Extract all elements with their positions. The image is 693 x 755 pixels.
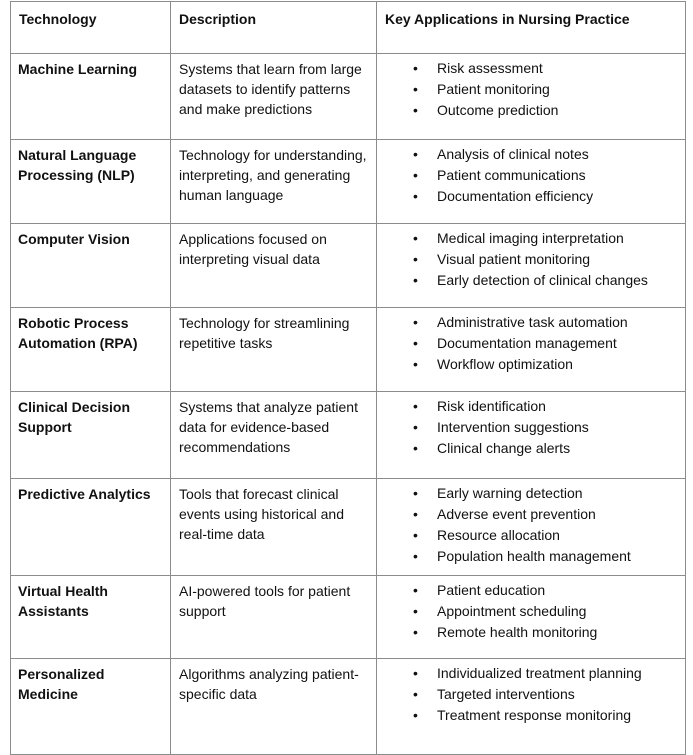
list-item: • Resource allocation: [437, 525, 679, 546]
bullet-icon: •: [413, 707, 418, 723]
list-item: • Medical imaging interpretation: [437, 228, 679, 249]
applications-list: [377, 663, 679, 726]
bullet-icon: •: [413, 335, 418, 351]
header-row: [11, 2, 686, 54]
list-item: • Risk identification: [437, 396, 679, 417]
list-item: • Patient communications: [437, 165, 679, 186]
list-item: • Clinical change alerts: [437, 438, 679, 459]
list-item: • Intervention suggestions: [437, 417, 679, 438]
technology-cell: Natural Language Processing (NLP): [11, 140, 171, 224]
bullet-icon: •: [413, 419, 418, 435]
list-item: • Targeted interventions: [437, 684, 679, 705]
description-cell: Technology for understanding, interpreting, and generating human language: [171, 140, 377, 224]
bullet-icon: •: [413, 485, 418, 501]
list-item: • Appointment scheduling: [437, 601, 679, 622]
bullet-icon: •: [413, 272, 418, 288]
description-cell: AI-powered tools for patient support: [171, 576, 377, 659]
bullet-icon: •: [413, 251, 418, 267]
list-item: • Patient education: [437, 580, 679, 601]
table-row: [11, 479, 686, 576]
technology-cell: Robotic Process Automation (RPA): [11, 308, 171, 392]
list-item: • Adverse event prevention: [437, 504, 679, 525]
table-row: [11, 659, 686, 755]
applications-cell: [377, 576, 686, 659]
list-item: • Individualized treatment planning: [437, 663, 679, 684]
list-item: • Patient monitoring: [437, 79, 679, 100]
description-cell: Tools that forecast clinical events using historical and real-time data: [171, 479, 377, 576]
applications-list: [377, 144, 679, 207]
table-row: [11, 54, 686, 140]
applications-list: [377, 580, 679, 643]
bullet-icon: •: [413, 582, 418, 598]
table-row: [11, 224, 686, 308]
description-cell: Applications focused on interpreting visual data: [171, 224, 377, 308]
bullet-icon: •: [413, 665, 418, 681]
list-item: • Early warning detection: [437, 483, 679, 504]
technology-cell: Clinical Decision Support: [11, 392, 171, 479]
bullet-icon: •: [413, 398, 418, 414]
description-cell: Technology for streamlining repetitive tasks: [171, 308, 377, 392]
list-item: • Outcome prediction: [437, 100, 679, 121]
technology-table: [10, 1, 686, 755]
bullet-icon: •: [413, 314, 418, 330]
applications-list: [377, 483, 679, 567]
list-item: • Early detection of clinical changes: [437, 270, 679, 291]
applications-cell: [377, 479, 686, 576]
description-cell: Systems that learn from large datasets to identify patterns and make predictions: [171, 54, 377, 140]
list-item: • Documentation efficiency: [437, 186, 679, 207]
applications-cell: [377, 659, 686, 755]
technology-cell: Virtual Health Assistants: [11, 576, 171, 659]
table-row: [11, 140, 686, 224]
bullet-icon: •: [413, 506, 418, 522]
applications-list: [377, 396, 679, 459]
bullet-icon: •: [413, 167, 418, 183]
technology-table-container: [10, 1, 685, 755]
bullet-icon: •: [413, 146, 418, 162]
bullet-icon: •: [413, 548, 418, 564]
header-applications: Key Applications in Nursing Practice: [377, 2, 686, 54]
technology-cell: Predictive Analytics: [11, 479, 171, 576]
table-row: [11, 392, 686, 479]
applications-list: [377, 312, 679, 375]
bullet-icon: •: [413, 102, 418, 118]
header-description: Description: [171, 2, 377, 54]
bullet-icon: •: [413, 440, 418, 456]
applications-list: [377, 228, 679, 291]
applications-list: [377, 58, 679, 121]
bullet-icon: •: [413, 527, 418, 543]
bullet-icon: •: [413, 624, 418, 640]
bullet-icon: •: [413, 603, 418, 619]
applications-cell: [377, 392, 686, 479]
list-item: • Visual patient monitoring: [437, 249, 679, 270]
technology-cell: Computer Vision: [11, 224, 171, 308]
applications-cell: [377, 54, 686, 140]
bullet-icon: •: [413, 686, 418, 702]
description-cell: Systems that analyze patient data for evidence-based recommendations: [171, 392, 377, 479]
list-item: • Documentation management: [437, 333, 679, 354]
list-item: • Remote health monitoring: [437, 622, 679, 643]
bullet-icon: •: [413, 60, 418, 76]
applications-cell: [377, 140, 686, 224]
list-item: • Risk assessment: [437, 58, 679, 79]
header-technology: Technology: [11, 2, 171, 54]
technology-cell: Personalized Medicine: [11, 659, 171, 755]
list-item: • Treatment response monitoring: [437, 705, 679, 726]
bullet-icon: •: [413, 230, 418, 246]
list-item: • Analysis of clinical notes: [437, 144, 679, 165]
applications-cell: [377, 224, 686, 308]
list-item: • Population health management: [437, 546, 679, 567]
applications-cell: [377, 308, 686, 392]
list-item: • Workflow optimization: [437, 354, 679, 375]
bullet-icon: •: [413, 188, 418, 204]
table-row: [11, 576, 686, 659]
bullet-icon: •: [413, 356, 418, 372]
bullet-icon: •: [413, 81, 418, 97]
technology-cell: Machine Learning: [11, 54, 171, 140]
list-item: • Administrative task automation: [437, 312, 679, 333]
table-row: [11, 308, 686, 392]
description-cell: Algorithms analyzing patient-specific data: [171, 659, 377, 755]
